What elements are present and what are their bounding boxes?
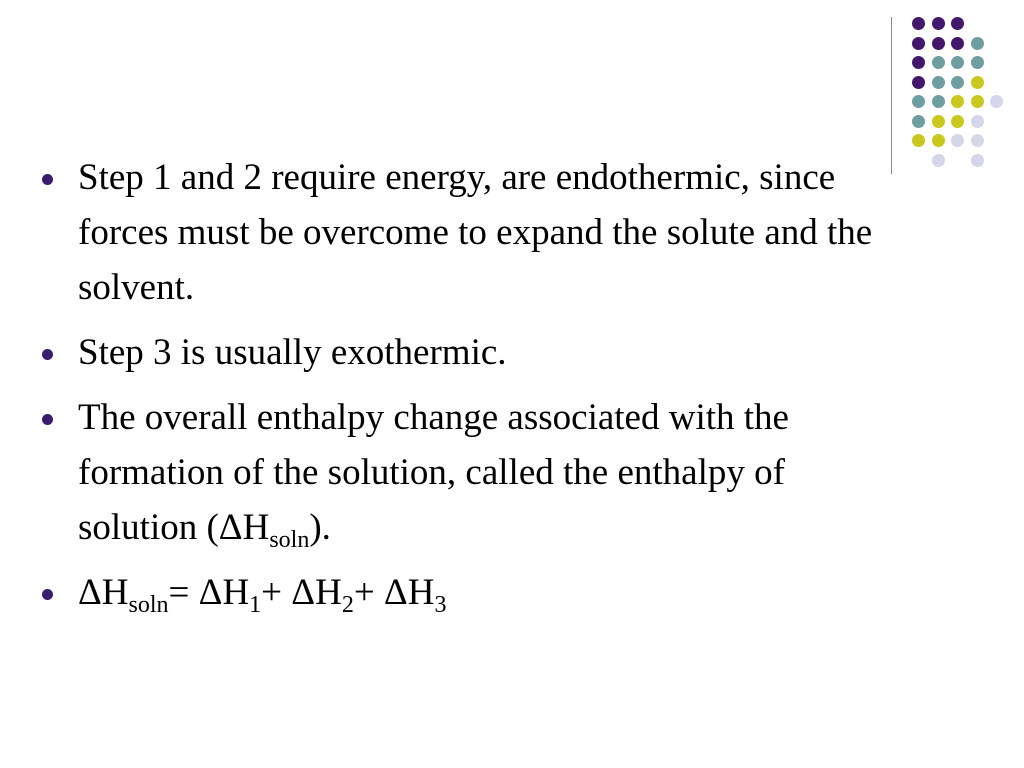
decorative-dot bbox=[951, 76, 964, 89]
decorative-dot bbox=[951, 115, 964, 128]
decorative-dot bbox=[912, 37, 925, 50]
decorative-dot bbox=[932, 154, 945, 167]
decorative-dot bbox=[971, 95, 984, 108]
bullet-text: = ΔH bbox=[168, 572, 250, 613]
decorative-dot bbox=[971, 37, 984, 50]
decorative-dot bbox=[912, 56, 925, 69]
decorative-dot bbox=[932, 76, 945, 89]
subscript-text: 2 bbox=[341, 592, 354, 618]
bullet-text: ΔH bbox=[78, 572, 129, 613]
decorative-dot bbox=[951, 37, 964, 50]
decorative-dot bbox=[951, 95, 964, 108]
decorative-dot bbox=[932, 134, 945, 147]
decorative-dot bbox=[912, 115, 925, 128]
bullet-marker-icon bbox=[42, 589, 53, 600]
decorative-dot bbox=[912, 134, 925, 147]
decorative-dot bbox=[951, 17, 964, 30]
subscript-text: 1 bbox=[249, 592, 262, 618]
bullet-text: Step 1 and 2 require energy, are endothermic, since forces must be overcome to expand the solute and the solvent. bbox=[78, 157, 873, 308]
decorative-dot bbox=[912, 95, 925, 108]
bullet-text: Step 3 is usually exothermic. bbox=[78, 332, 507, 373]
subscript-text: soln bbox=[269, 527, 310, 553]
decorative-dot bbox=[912, 76, 925, 89]
bullet-marker-icon bbox=[42, 414, 53, 425]
bullet-text: + ΔH bbox=[353, 572, 435, 613]
decorative-dot bbox=[971, 154, 984, 167]
bullet-marker-icon bbox=[42, 174, 53, 185]
bullet-item bbox=[42, 390, 912, 555]
bullet-text: The overall enthalpy change associated with the formation of the solution, called the enthalpy of solution (ΔH bbox=[78, 397, 789, 548]
decorative-dot bbox=[932, 17, 945, 30]
bullet-item bbox=[42, 565, 912, 620]
bullet-text: + ΔH bbox=[261, 572, 342, 613]
bullet-item bbox=[42, 150, 912, 315]
decorative-dot bbox=[971, 134, 984, 147]
decorative-dot bbox=[971, 115, 984, 128]
bullet-text: ). bbox=[309, 507, 331, 548]
decorative-dot bbox=[951, 134, 964, 147]
subscript-text: soln bbox=[128, 592, 169, 618]
decorative-dot bbox=[932, 56, 945, 69]
decorative-dot bbox=[912, 17, 925, 30]
bullet-marker-icon bbox=[42, 349, 53, 360]
decorative-dot bbox=[971, 56, 984, 69]
decorative-dot bbox=[990, 95, 1003, 108]
bullet-list bbox=[42, 150, 912, 630]
decorative-dot bbox=[932, 115, 945, 128]
bullet-item bbox=[42, 325, 912, 380]
decorative-dot bbox=[932, 37, 945, 50]
subscript-text: 3 bbox=[434, 592, 447, 618]
decorative-dot bbox=[951, 56, 964, 69]
decorative-dot bbox=[971, 76, 984, 89]
decorative-dot bbox=[932, 95, 945, 108]
